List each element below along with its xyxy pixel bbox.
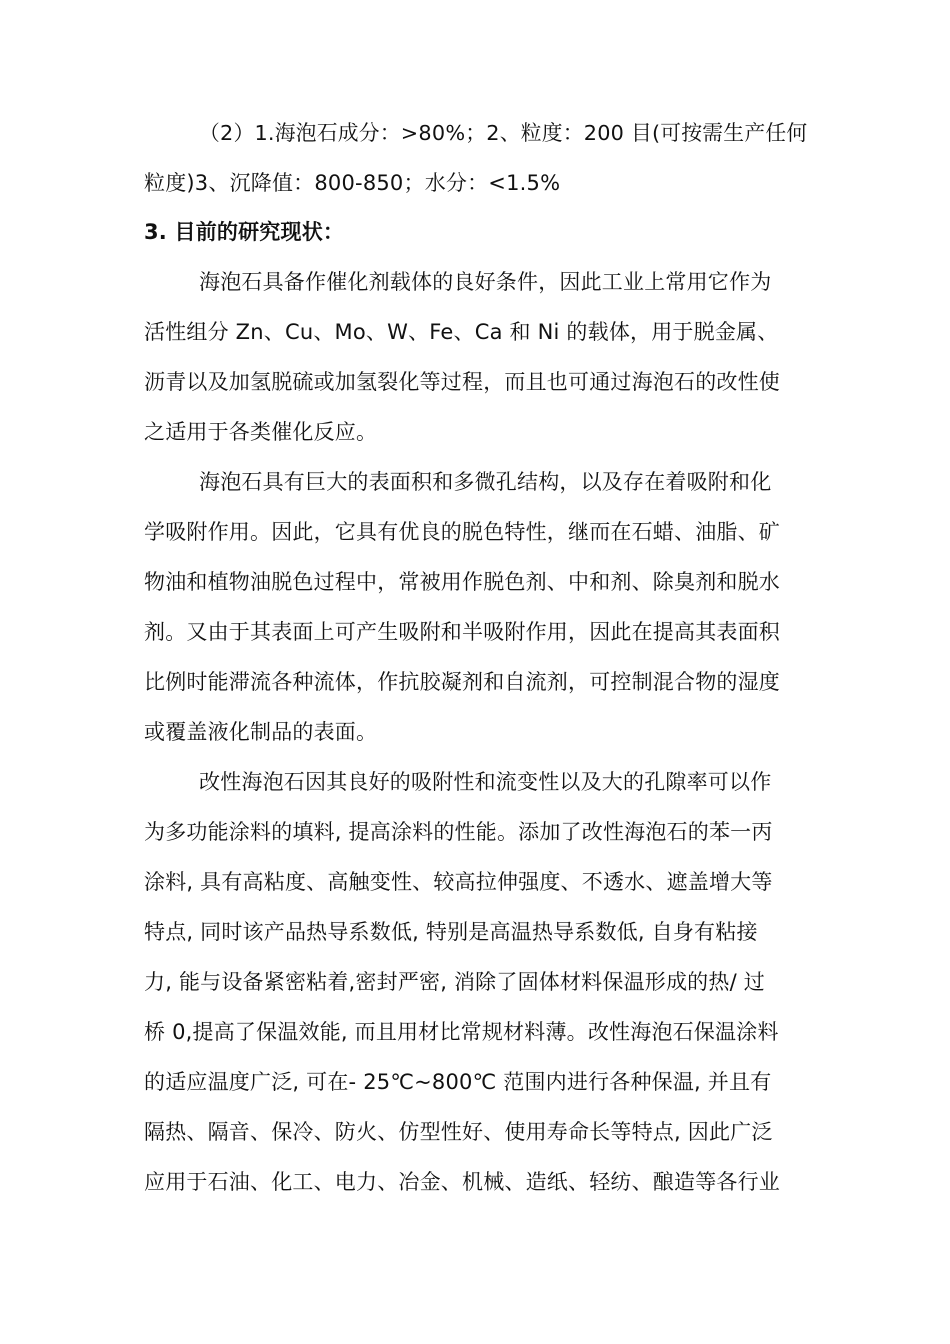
para3-line-4: 特点, 同时该产品热导系数低, 特别是高温热导系数低, 自身有粘接 — [144, 920, 758, 944]
para1-line-1: 海泡石具备作催化剂载体的良好条件，因此工业上常用它作为 — [199, 270, 772, 294]
spec-line-2: 粒度)3、沉降值：800-850；水分：<1.5% — [144, 171, 561, 195]
para3-line-1: 改性海泡石因其良好的吸附性和流变性以及大的孔隙率可以作 — [199, 770, 772, 794]
para3-line-9: 应用于石油、化工、电力、冶金、机械、造纸、轻纺、酿造等各行业 — [144, 1170, 780, 1194]
para2-line-2: 学吸附作用。因此，它具有优良的脱色特性，继而在石蜡、油脂、矿 — [144, 520, 780, 544]
para2-line-3: 物油和植物油脱色过程中，常被用作脱色剂、中和剂、除臭剂和脱水 — [144, 570, 780, 594]
para1-line-4: 之适用于各类催化反应。 — [144, 420, 378, 444]
para2-line-5: 比例时能滞流各种流体，作抗胶凝剂和自流剂，可控制混合物的湿度 — [144, 670, 780, 694]
para3-line-5: 力, 能与设备紧密粘着,密封严密, 消除了固体材料保温形成的热/ 过 — [144, 970, 765, 994]
para1-line-2: 活性组分 Zn、Cu、Mo、W、Fe、Ca 和 Ni 的载体，用于脱金属、 — [144, 320, 779, 344]
para2-line-4: 剂。又由于其表面上可产生吸附和半吸附作用，因此在提高其表面积 — [144, 620, 780, 644]
para1-line-3: 沥青以及加氢脱硫或加氢裂化等过程，而且也可通过海泡石的改性使 — [144, 370, 780, 394]
spec-line-1: （2）1.海泡石成分：>80%；2、粒度：200 目(可按需生产任何 — [199, 121, 808, 145]
para3-line-2: 为多功能涂料的填料, 提高涂料的性能。添加了改性海泡石的苯一丙 — [144, 820, 773, 844]
para3-line-6: 桥 0,提高了保温效能, 而且用材比常规材料薄。改性海泡石保温涂料 — [144, 1020, 779, 1044]
para3-line-7: 的适应温度广泛, 可在- 25℃~800℃ 范围内进行各种保温, 并且有 — [144, 1070, 772, 1094]
para3-line-3: 涂料, 具有高粘度、高触变性、较高拉伸强度、不透水、遮盖增大等 — [144, 870, 773, 894]
para3-line-8: 隔热、隔音、保冷、防火、仿型性好、使用寿命长等特点, 因此广泛 — [144, 1120, 773, 1144]
para2-line-6: 或覆盖液化制品的表面。 — [144, 720, 378, 744]
section-heading: 3. 目前的研究现状： — [144, 220, 345, 244]
para2-line-1: 海泡石具有巨大的表面积和多微孔结构，以及存在着吸附和化 — [199, 470, 772, 494]
